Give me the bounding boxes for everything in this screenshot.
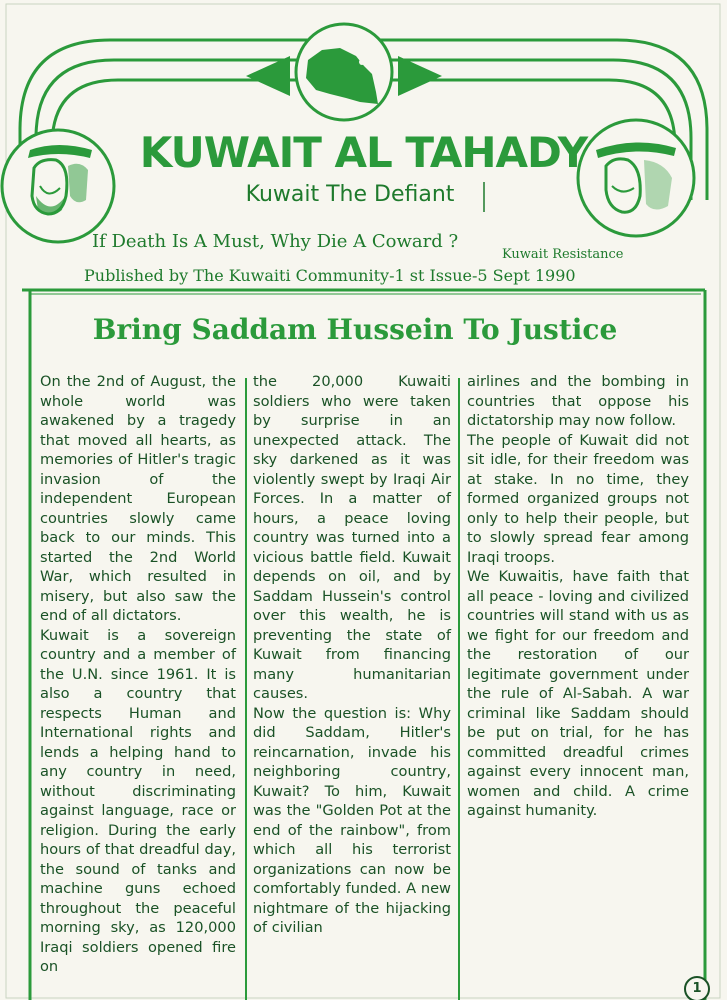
masthead-subtitle: Kuwait The Defiant — [245, 182, 455, 207]
left-arrow-icon — [246, 56, 290, 96]
article-column-2 — [253, 372, 451, 938]
masthead-title: KUWAIT AL TAHADY — [139, 128, 588, 177]
paragraph: The people of Kuwait did not sit idle, for their freedom was at stake. In no time, they formed organized groups not only to help their people, but to slowly spread fear among Iraqi troops. — [467, 431, 689, 566]
island-dot — [359, 59, 365, 65]
paragraph: Now the question is: Why did Saddam, Hitler's reincarnation, invade his neighboring country, Kuwait? To him, Kuwait was the "Golden Pot at the end of the rainbow", from which all his terrorist organizations can now be comfortably funded. A new nightmare of the hijacking of civilian — [253, 704, 451, 936]
paragraph: the 20,000 Kuwaiti soldiers who were taken by surprise in an unexpected attack. The sky darkened as it was violently swept by Iraqi Air Forces. In a matter of hours, a peace loving country was turned into a vicious battle field. Kuwait depends on oil, and by Saddam Hussein's control over this wealth, he is preventing the state of Kuwait from financing many humanitarian causes. — [253, 373, 451, 702]
slogan: If Death Is A Must, Why Die A Coward ? — [92, 231, 459, 252]
right-arrow-icon — [398, 56, 442, 96]
article-column-1 — [40, 372, 236, 977]
paragraph: We Kuwaitis, have faith that all peace - loving and civilized countries will stand with us as we fight for our freedom and the restoration of our legitimate government under the rule of Al-Sabah. A war criminal like Saddam should be put on trial, for he has committed dreadful crimes against every innocent man, women and child. A crime against humanity. — [467, 568, 689, 819]
article-headline: Bring Saddam Hussein To Justice — [92, 313, 618, 346]
resistance-tag: Kuwait Resistance — [502, 247, 624, 262]
article-column-3 — [467, 372, 689, 821]
paragraph: On the 2nd of August, the whole world was awakened by a tragedy that moved all hearts, as memories of Hitler's tragic invasion of the independent European countries slowly came back to our minds. This started the 2nd World War, which resulted in misery, but also saw the end of all dictators. — [40, 373, 236, 624]
paragraph: airlines and the bombing in countries that oppose his dictatorship may now follow. — [467, 373, 689, 429]
paragraph: Kuwait is a sovereign country and a member of the U.N. since 1961. It is also a country that respects Human and International rights and lends a helping hand to any country in need, without discriminating against language, race or religion. During the early hours of that dreadful day, the sound of tanks and machine guns echoed throughout the peaceful morning sky, as 120,000 Iraqi soldiers opened fire on — [40, 626, 236, 975]
publication-info: Published by The Kuwaiti Community-1 st Issue-5 Sept 1990 — [84, 266, 576, 285]
page-number: 1 — [684, 976, 710, 1000]
